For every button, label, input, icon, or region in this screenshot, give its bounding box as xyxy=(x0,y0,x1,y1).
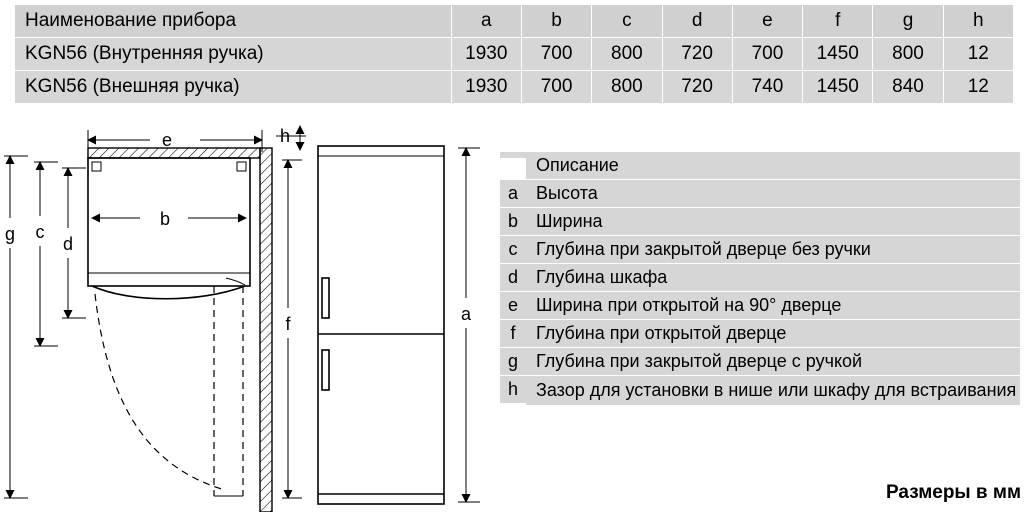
cell-b: 700 xyxy=(521,38,591,71)
drawing-label-a: a xyxy=(460,304,472,324)
legend-header-row xyxy=(500,152,1020,180)
appliance-technical-drawing xyxy=(0,118,500,512)
column-header-a: a xyxy=(451,5,521,38)
drawing-label-b: b xyxy=(159,209,171,229)
legend-key-g: g xyxy=(500,348,526,375)
legend-desc-c: Глубина при закрытой дверце без ручки xyxy=(526,236,1020,263)
table-body xyxy=(15,38,1014,104)
drawing-label-f: f xyxy=(285,314,291,334)
cell-model-name: KGN56 (Внутренняя ручка) xyxy=(15,38,452,71)
cell-d: 720 xyxy=(662,71,732,104)
legend-desc-e: Ширина при открытой на 90° дверце xyxy=(526,292,1020,319)
table-header xyxy=(15,5,1014,38)
table-row xyxy=(15,38,1014,71)
column-header-name: Наименование прибора xyxy=(15,5,452,38)
cell-h: 12 xyxy=(943,38,1013,71)
legend-desc-f: Глубина при открытой дверце xyxy=(526,320,1020,347)
legend-key-e: e xyxy=(500,292,526,319)
legend-key-c: c xyxy=(500,236,526,263)
cell-c: 800 xyxy=(592,71,662,104)
legend-row-e xyxy=(500,292,1020,320)
cell-model-name: KGN56 (Внешняя ручка) xyxy=(15,71,452,104)
cell-f: 1450 xyxy=(803,71,873,104)
column-header-f: f xyxy=(803,5,873,38)
units-note: Размеры в мм xyxy=(886,482,1021,503)
legend-header-label: Описание xyxy=(526,152,1020,179)
cell-b: 700 xyxy=(521,71,591,104)
cell-d: 720 xyxy=(662,38,732,71)
legend-row-h xyxy=(500,376,1020,406)
legend-header-key xyxy=(500,152,526,158)
legend-desc-g: Глубина при закрытой дверце с ручкой xyxy=(526,348,1020,375)
drawing-label-c: c xyxy=(35,222,45,242)
column-header-h: h xyxy=(943,5,1013,38)
legend-key-d: d xyxy=(500,264,526,291)
cell-e: 700 xyxy=(732,38,802,71)
column-header-c: c xyxy=(592,5,662,38)
legend-row-b xyxy=(500,208,1020,236)
table-row xyxy=(15,71,1014,104)
legend-key-f: f xyxy=(500,320,526,347)
appliance-dimensions-table xyxy=(14,4,1014,104)
column-header-d: d xyxy=(662,5,732,38)
legend-desc-d: Глубина шкафа xyxy=(526,264,1020,291)
legend-key-a: a xyxy=(500,180,526,207)
column-header-g: g xyxy=(873,5,943,38)
legend-table xyxy=(500,152,1020,406)
legend-row-d xyxy=(500,264,1020,292)
cell-g: 800 xyxy=(873,38,943,71)
legend-row-f xyxy=(500,320,1020,348)
legend-row-g xyxy=(500,348,1020,376)
cell-g: 840 xyxy=(873,71,943,104)
legend-key-b: b xyxy=(500,208,526,235)
cell-a: 1930 xyxy=(451,71,521,104)
drawing-label-h: h xyxy=(279,126,291,146)
cell-e: 740 xyxy=(732,71,802,104)
column-header-e: e xyxy=(732,5,802,38)
legend-row-c xyxy=(500,236,1020,264)
cell-h: 12 xyxy=(943,71,1013,104)
legend-desc-b: Ширина xyxy=(526,208,1020,235)
table-header-row xyxy=(15,5,1014,38)
legend-desc-a: Высота xyxy=(526,180,1020,207)
column-header-b: b xyxy=(521,5,591,38)
cell-c: 800 xyxy=(592,38,662,71)
cell-f: 1450 xyxy=(803,38,873,71)
drawing-label-d: d xyxy=(62,234,74,254)
legend-row-a xyxy=(500,180,1020,208)
drawing-label-g: g xyxy=(4,224,16,244)
drawing-label-e: e xyxy=(161,130,173,150)
cell-a: 1930 xyxy=(451,38,521,71)
legend-key-h: h xyxy=(500,376,526,403)
legend-desc-h: Зазор для установки в нише или шкафу для встраивания xyxy=(526,376,1020,405)
